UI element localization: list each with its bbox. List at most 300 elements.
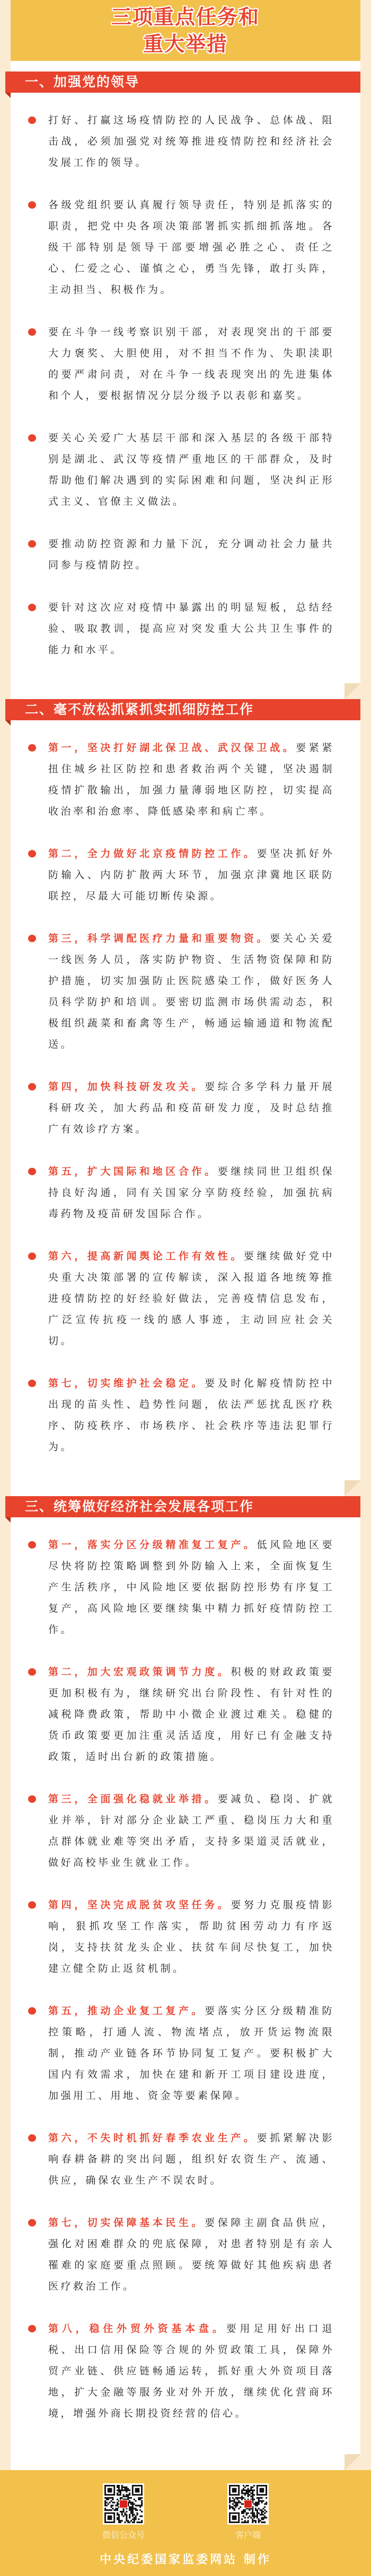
item-text: 要推动防控资源和力量下沉，充分调动社会力量共同参与疫情防控。 [48,538,334,571]
qr-module [236,2497,238,2499]
qr-module [127,2497,129,2499]
qr-module [255,2520,257,2521]
qr-module [243,2511,244,2512]
page-corner-fold [344,2454,360,2470]
qr-module [132,2518,134,2520]
item-highlight: 第一，落实分区分级精准复工复产。 [48,1539,257,1551]
qr-module [113,2509,115,2511]
qr-module [126,2490,127,2491]
bullet-dot-icon [28,2219,36,2226]
qr-module [248,2517,249,2518]
qr-module [141,2497,143,2499]
qr-module [261,2517,262,2518]
qr-module [117,2508,118,2509]
qr-module [127,2490,129,2491]
list-item [48,321,334,406]
qr-module [240,2497,241,2499]
bullet-dot-icon [28,2007,36,2015]
list-item [48,1373,334,1457]
qr-module [253,2520,255,2521]
qr-module [139,2506,141,2508]
qr-module [118,2516,120,2517]
qr-module [234,2508,235,2509]
bullet-dot-icon [28,540,36,548]
list-item [48,2318,334,2424]
qr-module [120,2490,121,2491]
qr-module [248,2492,249,2494]
bullet-dot-icon [28,1795,36,1803]
bullet-dot-icon [28,2134,36,2142]
qr-module [241,2518,243,2520]
qr-module [106,2499,108,2500]
qr-module [124,2488,126,2490]
qr-module [104,2509,106,2511]
qr-module [253,2494,255,2496]
qr-module [120,2521,121,2523]
qr-module [262,2500,264,2502]
qr-module [141,2503,143,2505]
qr-module [134,2503,135,2505]
item-text: 要针对这次应对疫情中暴露出的明显短板，总结经验、吸取教训，提高应对突发重大公共卫生事件的能力和水平。 [48,602,334,656]
qr-module [127,2496,129,2497]
qr-module [249,2490,250,2491]
qr-module [232,2500,234,2502]
qr-module [246,2490,248,2491]
item-text: 要落实分区分级精准防控策略，打通人流、物流堵点，放开货运物流限制，推动产业链各环节协同复工复产。要积极扩大国内有效需求，加快在建和新开工项目建设进度，加强用工、用地、资金等要素保障。 [48,2005,334,2101]
qr-module [109,2509,111,2511]
qr-module [232,2506,234,2508]
qr-module [126,2486,127,2488]
qr-module [124,2514,126,2516]
section-body-2 [11,720,360,1496]
qr-module [104,2503,106,2505]
qr-module [258,2502,260,2503]
qr-module [108,2499,109,2500]
qr-module [141,2511,143,2512]
item-text: 各级党组织要认真履行领导责任，特别是抓落实的职责，把党中央各项决策部署抓实抓细抓落地。各级干部特别是领导干部要增强必胜之心、责任之心、仁爱之心、谨慎之心，勇当先锋，敢打头阵，主动担当、积极作为。 [48,199,334,296]
qr-module [235,2503,237,2505]
qr-module [139,2521,141,2523]
bullet-dot-icon [28,1380,36,1387]
qr-finder [135,2488,140,2493]
qr-module [121,2490,123,2491]
qr-module [262,2517,264,2518]
qr-module [264,2516,266,2517]
footer [0,2470,371,2576]
qr-module [229,2502,231,2503]
wechat-qr-label: 微信公众号 [102,2530,145,2540]
list-item [48,1661,334,1767]
item-highlight: 第三，科学调配医疗力量和重要物资。 [48,933,270,944]
qr-module [117,2490,118,2491]
qr-module [248,2496,249,2497]
qr-module [241,2492,243,2494]
bullet-dot-icon [28,1168,36,1175]
qr-module [243,2492,244,2494]
list-item [48,597,334,660]
qr-module [117,2492,118,2494]
qr-module [138,2497,139,2499]
qr-module [129,2517,130,2518]
item-text: 要继续同世卫组织保持良好沟通，同有关国家分享防疫经验，加强抗病毒药物及疫苗研发国际合作。 [48,1166,334,1220]
qr-module [236,2503,238,2505]
item-text: 要关心关爱一线医务人员，落实防护物资、生活物资保障和防护措施，切实加强防止医院感染工作，做好医务人员科学防护和培训。要密切监测市场供需动态，积极组织蔬菜和畜禽等生产，畅通运输通道和物流配送。 [48,933,334,1050]
qr-module [104,2502,106,2503]
qr-module [250,2488,252,2490]
qr-module [264,2517,266,2518]
page-corner-fold [344,1480,360,1496]
qr-module [261,2497,262,2499]
qr-module [121,2520,123,2521]
qr-module [248,2520,249,2521]
qr-module [241,2496,243,2497]
qr-module [132,2512,134,2514]
qr-module [243,2490,244,2491]
qr-module [244,2494,246,2496]
qr-module [258,2518,260,2520]
app-qr-code-icon[interactable] [227,2483,269,2525]
qr-module [141,2500,143,2502]
qr-module [121,2486,123,2488]
qr-module [129,2494,130,2496]
qr-module [123,2511,125,2512]
bullet-dot-icon [28,434,36,442]
item-text: 要继续做好党中央重大决策部署的宣传解读，深入报道各地统筹推进疫情防控的好经验好做法，完善疫情信息发布，广泛宣传抗疫一线的感人事迹，主动回应社会关切。 [48,1250,334,1347]
qr-module [264,2506,266,2508]
qr-module [118,2485,120,2486]
qr-module [121,2514,123,2516]
qr-module [253,2514,255,2516]
qr-module [129,2497,130,2499]
qr-module [264,2512,266,2514]
item-text: 低风险地区要尽快将防控策略调整到外防输入上来，全面恢复生产生活秩序，中风险地区要依据防控形势有序复工复产，高风险地区要继续集中精力抓好疫情防控工作。 [48,1539,334,1635]
qr-module [252,2496,253,2497]
list-item [48,2212,334,2297]
qr-module [252,2516,253,2517]
qr-module [241,2490,243,2491]
item-text: 要及时化解疫情防控中出现的苗头性、趋势性问题，依法严惩扰乱医疗秩序、防疫秩序、市场秩序、社会秩序等违法犯罪行为。 [48,1378,334,1453]
qr-module [261,2518,262,2520]
qr-module [121,2497,123,2499]
qr-module [252,2490,253,2491]
qr-module [248,2512,249,2514]
qr-module [258,2520,260,2521]
qr-module [135,2508,137,2509]
qr-module [231,2506,232,2508]
qr-module [112,2497,113,2499]
qr-module [252,2520,253,2521]
qr-module [261,2509,262,2511]
wechat-qr-code-icon[interactable] [103,2483,144,2525]
qr-module [141,2502,143,2503]
qr-module [262,2521,264,2523]
qr-module [252,2491,253,2493]
qr-module [250,2492,252,2494]
bullet-dot-icon [28,1668,36,1676]
item-text: 积极的财政政策要更加积极有为，继续研究出台阶段性、有针对性的减税降费政策，帮助中小微企业渡过难关。稳健的货币政策要更加注重灵活适度，用好已有金融支持政策，适时出台新的政策措施。 [48,1666,334,1763]
qr-module [258,2512,260,2514]
item-text: 要关心关爱广大基层干部和深入基层的各级干部特别是湖北、武汉等疫情严重地区的干部群众，及时帮助他们解决遇到的实际困难和问题，坚决纠正形式主义、官僚主义做法。 [48,432,334,507]
qr-module [257,2505,258,2506]
qr-module [135,2500,137,2502]
qr-module [130,2511,132,2512]
qr-module [129,2502,130,2503]
qr-module [258,2500,260,2502]
qr-module [262,2508,264,2509]
qr-module [257,2503,258,2505]
qr-module [123,2496,125,2497]
item-highlight: 第六，不失时机抓好春季农业生产。 [48,2132,257,2144]
qr-module [243,2488,244,2490]
qr-module [134,2521,135,2523]
qr-logo [120,2500,127,2508]
qr-module [139,2516,141,2517]
qr-module [255,2505,257,2506]
qr-module [252,2497,253,2499]
qr-module [115,2508,117,2509]
list-item [48,110,334,173]
qr-module [229,2497,231,2499]
qr-module [261,2502,262,2503]
item-highlight: 第二，全力做好北京疫情防控工作。 [48,848,257,860]
item-highlight: 第五，扩大国际和地区合作。 [48,1166,218,1177]
qr-module [115,2509,117,2511]
qr-module [238,2500,240,2502]
item-highlight: 第一，坚决打好湖北保卫战、武汉保卫战。 [48,742,296,754]
ribbon-fold [5,1517,11,1523]
qr-module [266,2497,267,2499]
qr-module [241,2499,243,2500]
qr-module [127,2520,129,2521]
qr-module [243,2516,244,2517]
qr-module [129,2500,130,2502]
bullet-dot-icon [28,1901,36,1909]
qr-module [252,2518,253,2520]
section-heading-3 [5,1496,360,1517]
qr-module [104,2508,106,2509]
qr-module [111,2509,112,2511]
qr-module [104,2497,106,2499]
qr-module [123,2490,125,2491]
qr-module [253,2490,255,2491]
qr-module [134,2514,135,2516]
item-highlight: 第四，坚决完成脱贫攻坚任务。 [48,1899,231,1911]
qr-module [258,2499,260,2500]
qr-module [108,2497,109,2499]
qr-module [130,2506,132,2508]
qr-module [126,2494,127,2496]
qr-module [255,2503,257,2505]
qr-module [127,2521,129,2523]
qr-module [250,2486,252,2488]
qr-module [264,2509,266,2511]
qr-module [246,2491,248,2493]
qr-module [235,2502,237,2503]
qr-module [121,2485,123,2486]
item-highlight: 第八，稳住外贸外资基本盘。 [48,2323,226,2334]
qr-module [117,2503,118,2505]
list-item [48,1788,334,1873]
bullet-dot-icon [28,328,36,336]
qr-module [104,2500,106,2502]
qr-module [135,2505,137,2506]
qr-module [134,2518,135,2520]
qr-module [108,2509,109,2511]
qr-module [253,2485,255,2486]
qr-module [111,2497,112,2499]
qr-module [126,2514,127,2516]
qr-module [130,2508,132,2509]
qr-module [117,2512,118,2514]
qr-module [111,2505,112,2506]
bullet-dot-icon [28,201,36,209]
qr-module [130,2497,132,2499]
qr-module [139,2499,141,2500]
qr-module [240,2502,241,2503]
qr-module [257,2512,258,2514]
qr-module [246,2512,248,2514]
qr-module [252,2521,253,2523]
qr-module [136,2521,138,2523]
title-banner [11,0,360,61]
qr-module [235,2506,237,2508]
qr-module [126,2511,127,2512]
qr-module [229,2508,231,2509]
qr-module [126,2520,127,2521]
qr-module [252,2494,253,2496]
qr-module [126,2517,127,2518]
qr-module [260,2497,261,2499]
list-item [48,737,334,822]
qr-module [250,2517,252,2518]
qr-module [255,2509,257,2511]
qr-module [253,2512,255,2514]
qr-module [120,2520,121,2521]
qr-module [130,2520,132,2521]
page-corner-fold [344,683,360,699]
qr-module [241,2491,243,2493]
list-item [48,928,334,1055]
item-highlight: 第五，推动企业复工复产。 [48,2005,205,2017]
qr-module [136,2505,138,2506]
list-item [48,843,334,907]
qr-module [266,2511,267,2512]
qr-module [248,2490,249,2491]
qr-module [258,2508,260,2509]
qr-module [249,2516,250,2517]
item-highlight: 第二，加大宏观政策调节力度。 [48,1666,231,1678]
qr-module [235,2497,237,2499]
qr-module [117,2502,118,2503]
bullet-dot-icon [28,2325,36,2332]
bullet-dot-icon [28,744,36,752]
qr-module [252,2511,253,2512]
qr-module [248,2521,249,2523]
qr-module [132,2506,134,2508]
qr-module [118,2488,120,2490]
bullet-dot-icon [28,604,36,611]
qr-module [255,2516,257,2517]
qr-module [258,2503,260,2505]
qr-module [129,2506,130,2508]
qr-module [243,2485,244,2486]
qr-module [135,2517,137,2518]
qr-module [117,2499,118,2500]
qr-module [132,2509,134,2511]
qr-module [108,2503,109,2505]
qr-module [117,2494,118,2496]
section-heading-2 [5,699,360,720]
qr-module [126,2496,127,2497]
qr-module [136,2512,138,2514]
qr-module [257,2502,258,2503]
qr-module [258,2521,260,2523]
qr-module [123,2509,125,2511]
item-text: 要保障主副食品供应，强化对困难群众的兜底保障，对患者特别是有亲人罹难的家庭要重点照顾。要统筹做好其他疾病患者医疗救治工作。 [48,2217,334,2292]
qr-module [241,2503,243,2505]
item-text: 要坚决抓好外防输入、内防扩散两大环节，加强京津冀地区联防联控，尽最大可能切断传染源。 [48,848,334,902]
qr-module [132,2511,134,2512]
qr-module [253,2516,255,2517]
qr-module [261,2521,262,2523]
bullet-dot-icon [28,1541,36,1549]
list-item [48,1534,334,1640]
producer-credit: 中央纪委国家监委网站 制作 [100,2553,271,2566]
qr-module [246,2514,248,2516]
qr-module [250,2512,252,2514]
bullet-dot-icon [28,1253,36,1260]
qr-module [261,2500,262,2502]
qr-module [129,2516,130,2517]
qr-module [117,2485,118,2486]
qr-module [124,2496,126,2497]
qr-module [118,2491,120,2493]
qr-module [248,2491,249,2493]
qr-module [111,2506,112,2508]
section-heading-text: 二、毫不放松抓紧抓实抓细防控工作 [25,702,254,717]
list-item [48,194,334,300]
qr-module [249,2491,250,2493]
qr-module [257,2514,258,2516]
qr-module [257,2516,258,2517]
qr-module [261,2512,262,2514]
qr-module [243,2509,244,2511]
qr-module [106,2505,108,2506]
qr-module [124,2512,126,2514]
qr-module [244,2509,246,2511]
section-body-3 [11,1517,360,2470]
qr-module [244,2520,246,2521]
qr-module [141,2521,143,2523]
qr-module [248,2485,249,2486]
qr-module [130,2503,132,2505]
qr-module [117,2486,118,2488]
qr-module [262,2518,264,2520]
qr-module [118,2518,120,2520]
qr-module [120,2511,121,2512]
qr-module [238,2508,240,2509]
item-text: 要抓紧解决影响春耕备耕的突出问题，组织好农资生产、流通、供应，确保农业生产不误农时。 [48,2132,334,2186]
list-item [48,427,334,512]
qr-module [123,2486,125,2488]
qr-module [252,2512,253,2514]
qr-module [238,2502,240,2503]
bullet-dot-icon [28,935,36,942]
qr-module [112,2508,113,2509]
qr-module [134,2520,135,2521]
section-heading-text: 三、统筹做好经济社会发展各项工作 [25,1499,254,1514]
qr-module [244,2511,246,2512]
